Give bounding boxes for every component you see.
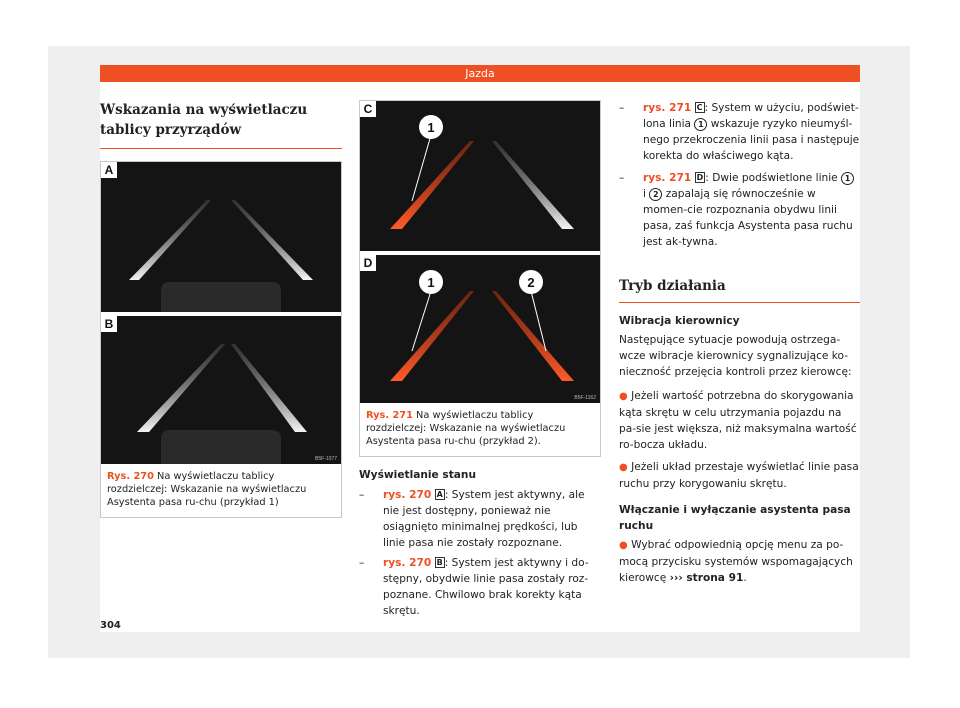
column-left: [100, 100, 342, 518]
status-item-d: – rys. 271 D : Dwie podświetlone linie 1 i 2 zapalają się równocześnie w momen-cie rozpoznania obydwu linii pasa, zaś funkcja Asystenta pasa ruchu jest ak-tywna.: [619, 172, 853, 248]
panel-label-c: C: [363, 102, 373, 116]
bullet-icon: ●: [619, 462, 628, 473]
panel-label-b: B: [104, 317, 114, 331]
column-middle: [359, 100, 601, 619]
figure-271: [359, 100, 601, 457]
figure-270-image: [101, 162, 341, 464]
marker-1-d-label: 1: [427, 275, 435, 290]
caption-ref: Rys. 270: [107, 471, 154, 482]
marker-badge: 1: [841, 172, 854, 185]
column-right: [619, 100, 860, 586]
marker-2-d-label: 2: [527, 275, 535, 290]
figure-270: [100, 161, 342, 518]
car-hood-b: [161, 430, 281, 464]
car-hood-a: [161, 282, 281, 312]
status-item-a: – rys. 270 A : System jest aktywny, ale nie jest dostępny, ponieważ nie osiągnięto minimalnej prędkości, lub linie pasa nie zostały rozpoznane.: [359, 489, 585, 549]
key-badge: D: [696, 173, 704, 182]
key-badge: B: [436, 558, 443, 567]
toggle-item: ● Wybrać odpowiednią opcję menu za po-mocą przycisku systemów wspomagających kierowcę ››› strona 91.: [619, 539, 853, 584]
panel-label-a: A: [104, 163, 114, 177]
page-title: Wskazania na wyświetlaczu tablicy przyrządów: [100, 102, 308, 138]
page-number: 304: [100, 620, 121, 631]
figure-link[interactable]: rys. 271: [643, 172, 692, 184]
caption-ref: Rys. 271: [366, 410, 413, 421]
figure-link[interactable]: rys. 270: [383, 489, 432, 501]
panel-label-d: D: [363, 256, 373, 270]
status-item-b: – rys. 270 B : System jest aktywny i do-stępny, obydwie linie pasa zostały roz-poznane. Chwilowo brak korekty kąta skrętu.: [359, 557, 589, 617]
status-item-c: – rys. 271 C : System w użyciu, podświet-lona linia 1 wskazuje ryzyko nieumyśl-nego przekroczenia linii pasa i następuje korekta do właściwego kąta.: [619, 102, 860, 162]
toggle-heading: Włączanie i wyłączanie asystenta pasa ruchu: [619, 504, 851, 532]
section-title-block: [619, 276, 860, 303]
figure-271-image: [360, 101, 600, 403]
figure-code: B5F-1077: [315, 456, 337, 462]
figure-270-svg: [101, 162, 341, 464]
caption-text: Na wyświetlaczu tablicy rozdzielczej: Wskazanie na wyświetlaczu Asystenta pasa ru-chu (przykład 1): [107, 471, 307, 508]
bullet-icon: ●: [619, 391, 628, 402]
vibration-heading: Wibracja kierownicy: [619, 315, 740, 327]
figure-270-caption: [101, 464, 341, 517]
figure-code: B5F-1162: [574, 395, 596, 401]
marker-1-c-label: 1: [427, 120, 435, 135]
title-block: [100, 100, 342, 149]
figure-271-caption: [360, 403, 600, 456]
key-badge: C: [696, 103, 703, 112]
section-header: Jazda: [100, 65, 860, 82]
status-heading: Wyświetlanie stanu: [359, 469, 476, 481]
figure-link[interactable]: rys. 271: [643, 102, 692, 114]
page-link[interactable]: ››› strona 91: [669, 572, 744, 584]
bullet-icon: ●: [619, 540, 628, 551]
marker-badge: 1: [694, 118, 707, 131]
bullet-item: ● Jeżeli układ przestaje wyświetlać linie pasa ruchu przy korygowaniu skrętu.: [619, 461, 859, 490]
caption-text: Na wyświetlaczu tablicy rozdzielczej: Wskazanie na wyświetlaczu Asystenta pasa ru-chu (przykład 2).: [366, 410, 566, 447]
vibration-text: Następujące sytuacje powodują ostrzega-wcze wibracje kierownicy sygnalizujące ko-nieczność przejęcia kontroli przez kierowcę:: [619, 334, 852, 378]
section-title: Tryb działania: [619, 278, 726, 294]
bullet-item: ● Jeżeli wartość potrzebna do skorygowania kąta skrętu w celu utrzymania pojazdu na pa-sie jest większa, niż maksymalna wartość ro-bocza układu.: [619, 390, 857, 451]
figure-271-svg: [360, 101, 600, 403]
key-badge: A: [436, 490, 443, 499]
marker-badge: 2: [649, 188, 662, 201]
figure-link[interactable]: rys. 270: [383, 557, 432, 569]
